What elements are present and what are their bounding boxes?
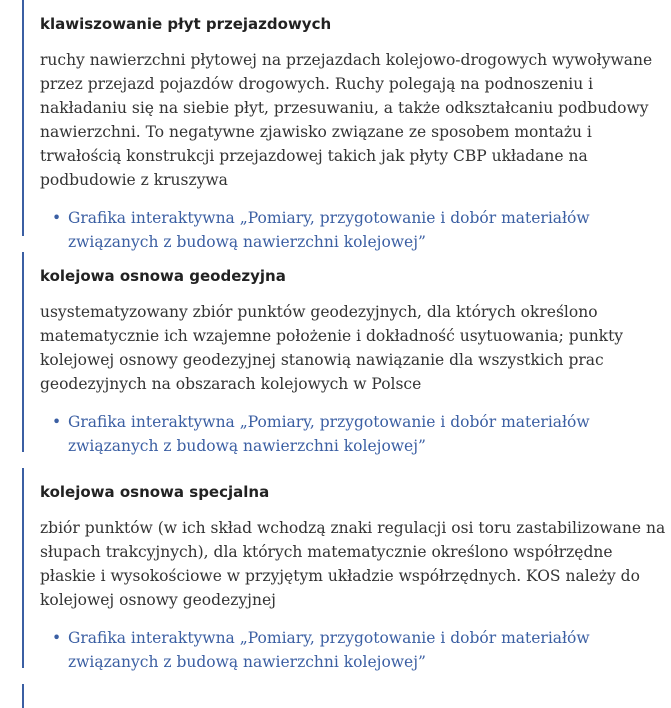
- glossary-term: kolejowa osnowa specjalna: [40, 483, 270, 501]
- glossary-definition: ruchy nawierzchni płytowej na przejazdach kolejowo-drogowych wywoływane przez przejazd pojazdów drogowych. Ruchy polegają na podnoszeniu i nakładaniu się na siebie płyt, przesuwaniu, a także odkształcaniu podbudowy nawierzchni. To negatywne zjawisko związane ze sposobem montażu i trwałością konstrukcji przejazdowej takich jak płyty CBP układane na podbudowie z kruszywa: [40, 51, 653, 189]
- glossary-entry: [22, 0, 671, 251]
- bullet-icon: •: [52, 209, 62, 227]
- glossary-term: klawiszowanie płyt przejazdowych: [40, 15, 332, 33]
- related-links: [40, 206, 667, 254]
- related-link[interactable]: Grafika interaktywna „Pomiary, przygotowanie i dobór materiałów związanych z budową nawierzchni kolejowej”: [68, 413, 590, 455]
- related-link[interactable]: Grafika interaktywna „Pomiary, przygotowanie i dobór materiałów związanych z budową nawierzchni kolejowej”: [68, 629, 590, 671]
- related-links: [40, 410, 667, 458]
- glossary-term: kolejowa osnowa geodezyjna: [40, 267, 286, 285]
- related-links: [40, 626, 667, 674]
- related-link-item: [52, 626, 667, 674]
- glossary-entry: [22, 468, 671, 671]
- related-link-item: [52, 206, 667, 254]
- glossary-entry-partial: [22, 684, 671, 708]
- related-link-item: [52, 410, 667, 458]
- glossary-entry: [22, 252, 671, 455]
- glossary-list: [22, 0, 671, 708]
- related-link[interactable]: Grafika interaktywna „Pomiary, przygotowanie i dobór materiałów związanych z budową nawierzchni kolejowej”: [68, 209, 590, 251]
- glossary-definition: usystematyzowany zbiór punktów geodezyjnych, dla których określono matematycznie ich wzajemne położenie i dokładność usytuowania; punkty kolejowej osnowy geodezyjnej stanowią nawiązanie dla wszystkich prac geodezyjnych na obszarach kolejowych w Polsce: [40, 303, 624, 393]
- bullet-icon: •: [52, 629, 62, 647]
- glossary-definition: zbiór punktów (w ich skład wchodzą znaki regulacji osi toru zastabilizowane na słupach trakcyjnych), dla których matematycznie określono współrzędne płaskie i wysokościowe w przyjętym układzie współrzędnych. KOS należy do kolejowej osnowy geodezyjnej: [40, 519, 666, 609]
- bullet-icon: •: [52, 413, 62, 431]
